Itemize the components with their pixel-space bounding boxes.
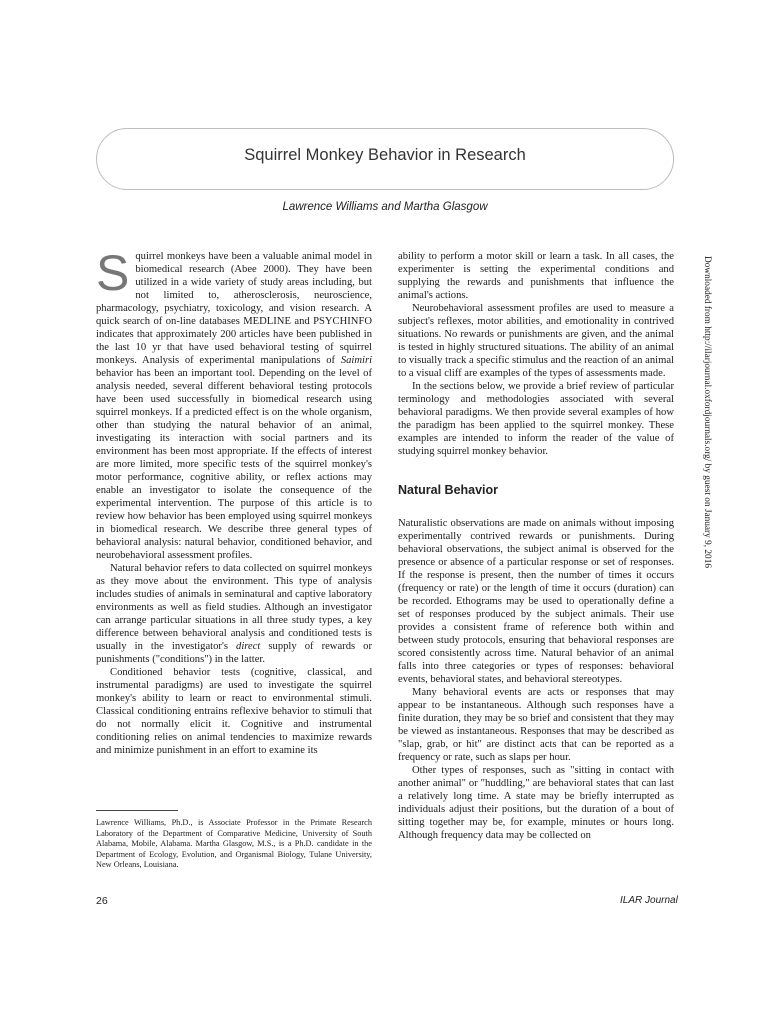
article-title: Squirrel Monkey Behavior in Research <box>244 146 526 164</box>
left-column <box>96 245 373 757</box>
conditioned-behavior-paragraph: Conditioned behavior tests (cognitive, classical, and instrumental paradigms) are used to investigate the squirrel monkey's ability to learn or react to environmental stimuli. Classical conditioning entrains reflexive behavior to stimuli that do not normally elicit it. Cognitive and instrumental conditioning relies on animal tendencies to maximize rewards and minimize punishment in an effort to examine its <box>96 667 372 756</box>
genus-name: Saimiri <box>340 355 373 366</box>
natural-behavior-paragraph: Natural behavior refers to data collected on squirrel monkeys as they move about the environment. This type of analysis includes studies of animals in seminatural and captive laboratory environments as well as field studies. Although an investigator can arrange particular situations in all three study types, a key difference between behavioral analysis and conditioned tests is usually in the investigator's direct supply of rewards or punishments ("conditions") in the latter. <box>96 563 372 665</box>
article-authors: Lawrence Williams and Martha Glasgow <box>282 201 488 213</box>
continued-paragraph: ability to perform a motor skill or learn a task. In all cases, the experimenter is setting the experimental conditions and supplying the rewards and punishments that influence the animal's actions. <box>398 251 674 301</box>
right-column <box>398 250 674 842</box>
sections-overview-paragraph: In the sections below, we provide a brief review of particular terminology and methodologies associated with several behavioral paradigms. We then provide several examples of how the paradigm has been applied to the squirrel monkey. These examples are intended to inform the reader of the value of studying squirrel monkey behavior. <box>398 381 674 457</box>
neurobehavioral-paragraph: Neurobehavioral assessment profiles are used to measure a subject's reflexes, motor abilities, and emotionality in contrived situations. No rewards or punishments are given, and the animal is tested in highly structured situations. The ability of an animal to visually track a specific stimulus and the reaction of an animal to a visual cliff are examples of the types of assessments made. <box>398 303 674 379</box>
page-number: 26 <box>96 895 108 907</box>
intro-text-continued: behavior has been an important tool. Depending on the level of analysis needed, several different behavioral testing protocols have been used successfully in biomedical research using squirrel monkeys. If a predicted effect is on the whole organism, other than studying the natural behavior of an animal, investigating its interaction with social partners and its environment has been most appropriate. If the effects of interest are more limited, more specific tests of the squirrel monkey's motor performance, cognitive ability, or reflex actions may enable an investigator to isolate the consequence of the experimental intervention. The purpose of this article is to review how behavior has been employed using squirrel monkeys in biomedical research. We describe three general types of behavioral analysis: natural behavior, conditioned behavior, and neurobehavioral assessment profiles. <box>96 368 372 561</box>
intro-paragraph <box>96 245 373 562</box>
emphasis-direct: direct <box>236 641 261 652</box>
naturalistic-observation-paragraph: Naturalistic observations are made on animals without imposing experimentally contrived rewards or punishments. During behavioral observations, the subject animal is observed for the presence or absence of a particular response or set of responses. If the response is present, then the number of times it occurs (frequency or rate) or the length of time it occurs (duration) can be recorded. Ethograms may be used to operationally define a set of responses produced by the subject animals. Their use provides a consistent frame of reference both within and between study protocols, ensuring that behavioral responses are scored consistently across time. Natural behavior of an animal falls into three categories or types of responses: behavioral events, behavioral states, and behavioral stereotypes. <box>398 518 674 685</box>
drop-cap: S <box>96 245 130 301</box>
section-heading-natural-behavior: Natural Behavior <box>398 483 499 497</box>
footnote-rule <box>96 810 178 811</box>
journal-name: ILAR Journal <box>620 895 678 906</box>
intro-text: quirrel monkeys have been a valuable animal model in biomedical research (Abee 2000). They have been utilized in a wide variety of study areas including, but not limited to, atherosclerosis, neuroscience, pharmacology, psychiatry, toxicology, and vision research. A quick search of on-line databases MEDLINE and PSYCHINFO indicates that approximately 200 articles have been published in the last 10 yr that have used behavioral testing of squirrel monkeys. Analysis of experimental manipulations of <box>96 251 372 366</box>
behavioral-states-paragraph: Other types of responses, such as "sitting in contact with another animal" or "huddling," are behavioral states that can last a relatively long time. A state may be briefly interrupted as individuals adjust their positions, but the duration of a bout of sitting together may be, for example, minutes or hours long. Although frequency data may be collected on <box>398 765 674 841</box>
behavioral-events-paragraph: Many behavioral events are acts or responses that may appear to be instantaneous. Although such responses have a finite duration, they may be so brief and consistent that they may be viewed as instantaneous. Responses that may be described as "slap, grab, or hit" are distinct acts that can be reported as a frequency or rate, such as slaps per hour. <box>398 687 674 763</box>
author-footnote: Lawrence Williams, Ph.D., is Associate Professor in the Primate Research Laboratory of the Department of Comparative Medicine, University of South Alabama, Mobile, Alabama. Martha Glasgow, M.S., is a Ph.D. candidate in the Department of Ecology, Evolution, and Organismal Biology, Tulane University, New Orleans, Louisiana. <box>96 818 372 869</box>
download-watermark: Downloaded from http://ilarjournal.oxfordjournals.org/ by guest on January 9, 2016 <box>702 256 712 568</box>
